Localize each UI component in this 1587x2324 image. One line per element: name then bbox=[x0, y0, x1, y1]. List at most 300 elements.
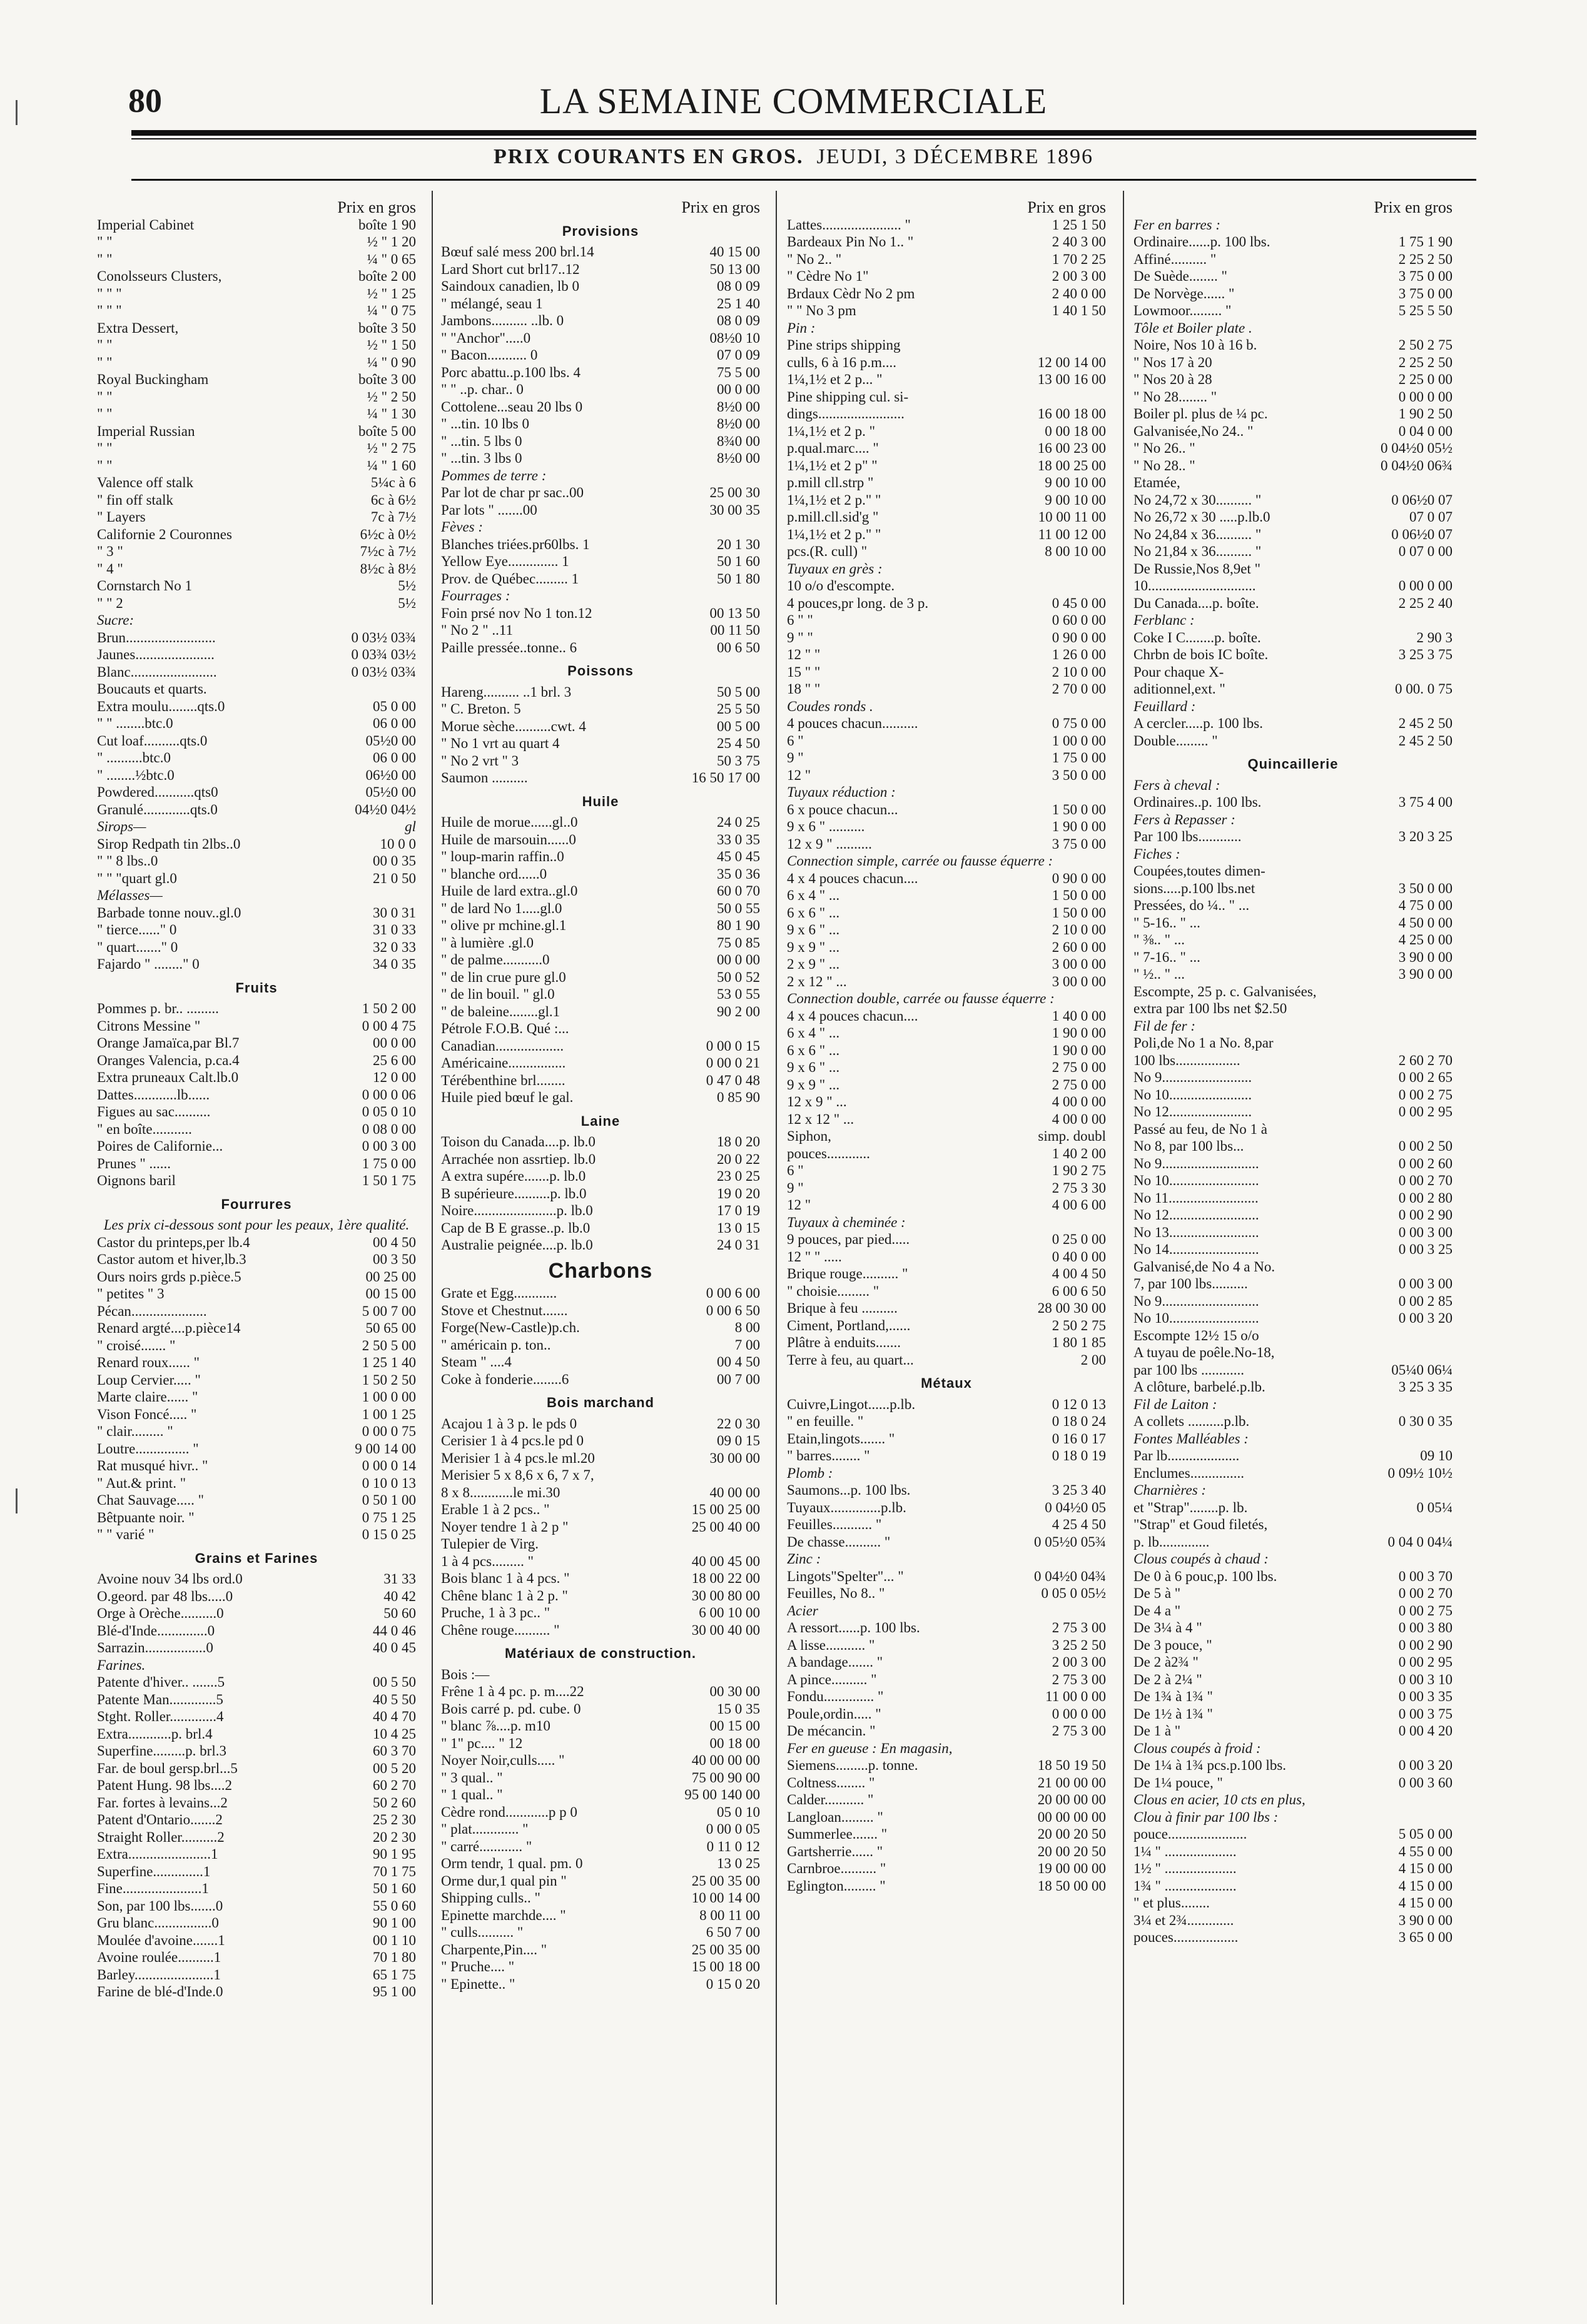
price-row bbox=[787, 1128, 1106, 1145]
item-price: 3 00 0 00 bbox=[1052, 956, 1106, 972]
item-price: 1 70 2 25 bbox=[1052, 251, 1106, 267]
item-name: No 26,72 x 30 .....p.lb.0 bbox=[1133, 509, 1270, 525]
item-price: 05½0 00 bbox=[365, 784, 416, 800]
item-name: " de lard No 1.....gl.0 bbox=[441, 900, 562, 916]
item-price: 2 50 2 75 bbox=[1398, 337, 1453, 353]
item-price: 0 05 0 10 bbox=[362, 1104, 416, 1119]
price-row bbox=[1133, 1275, 1453, 1293]
subsection-text: Feuillard : bbox=[1133, 698, 1196, 714]
item-name: " ⅜.. " ... bbox=[1133, 932, 1185, 947]
item-price: 40 42 bbox=[383, 1588, 416, 1604]
item-name: Escompte 12½ 15 o/o bbox=[1133, 1327, 1259, 1343]
item-price: 1 90 0 00 bbox=[1052, 819, 1106, 834]
price-row bbox=[97, 1932, 416, 1949]
subsection-label bbox=[1133, 698, 1453, 715]
item-name: " loup-marin raffin..0 bbox=[441, 849, 564, 864]
item-price: 25 00 35 00 bbox=[691, 1941, 760, 1958]
price-row bbox=[441, 1432, 760, 1450]
item-name: 6 x 4 " ... bbox=[787, 1025, 840, 1041]
item-name: De 1¼ à 1¾ pcs.p.100 lbs. bbox=[1133, 1757, 1287, 1773]
price-row bbox=[1133, 966, 1453, 983]
price-row bbox=[1133, 880, 1453, 897]
item-price: 0 00 6 00 bbox=[706, 1285, 760, 1301]
item-price: 44 0 46 bbox=[373, 1622, 416, 1639]
price-row bbox=[441, 951, 760, 969]
item-price: 40 4 70 bbox=[373, 1709, 416, 1724]
item-price: 2 60 2 70 bbox=[1398, 1052, 1453, 1068]
item-name: De 2 à2¾ " bbox=[1133, 1654, 1199, 1670]
item-price: 20 00 20 50 bbox=[1037, 1843, 1106, 1859]
item-name: A lisse........... " bbox=[787, 1637, 875, 1653]
price-row bbox=[1133, 1637, 1453, 1654]
price-column-2 bbox=[441, 199, 760, 1993]
price-row bbox=[1133, 1774, 1453, 1792]
price-row bbox=[97, 1897, 416, 1915]
item-price: 0 30 0 35 bbox=[1398, 1413, 1453, 1429]
item-price: 50 1 80 bbox=[717, 570, 760, 587]
item-name: Porc abattu..p.100 lbs. 4 bbox=[441, 364, 581, 380]
price-row bbox=[1133, 440, 1453, 457]
item-price bbox=[1449, 1000, 1453, 1018]
price-row bbox=[97, 1708, 416, 1725]
item-price: 20 0 22 bbox=[717, 1151, 760, 1167]
item-name: Prov. de Québec......... 1 bbox=[441, 570, 579, 587]
price-row bbox=[1133, 1206, 1453, 1224]
item-name: De mécancin. " bbox=[787, 1723, 876, 1739]
item-name: Stght. Roller.............4 bbox=[97, 1709, 224, 1724]
subsection-label bbox=[1133, 777, 1453, 794]
subsection-label bbox=[787, 852, 1106, 870]
price-row bbox=[441, 1336, 760, 1354]
item-name: Américaine................ bbox=[441, 1055, 566, 1071]
item-price bbox=[1449, 862, 1453, 880]
item-name: " " bbox=[97, 406, 113, 422]
subsection-label bbox=[787, 698, 1106, 715]
price-row bbox=[1133, 1722, 1453, 1740]
price-row bbox=[1133, 457, 1453, 475]
price-row bbox=[441, 1735, 760, 1752]
item-name: Coke I C........p. boîte. bbox=[1133, 629, 1261, 645]
item-price: 2 10 0 00 bbox=[1052, 922, 1106, 937]
item-price: 0 40 0 00 bbox=[1052, 1248, 1106, 1265]
item-name: " C. Breton. 5 bbox=[441, 701, 521, 717]
item-price: 50 13 00 bbox=[709, 261, 760, 277]
item-price: 0 18 0 19 bbox=[1052, 1448, 1106, 1463]
item-price: 0 03¾ 03½ bbox=[351, 647, 416, 662]
price-row bbox=[441, 261, 760, 278]
price-row bbox=[441, 1976, 760, 1993]
item-price: ¼ " 0 75 bbox=[367, 303, 416, 318]
item-price bbox=[1449, 983, 1453, 1001]
item-price: 60 0 70 bbox=[717, 883, 760, 899]
item-price: 3 75 0 00 bbox=[1398, 285, 1453, 301]
item-name: Coltness........ " bbox=[787, 1774, 875, 1791]
price-row bbox=[787, 1008, 1106, 1025]
price-row bbox=[1133, 388, 1453, 406]
price-row bbox=[787, 1413, 1106, 1430]
item-name: A tuyau de poêle.No-18, bbox=[1133, 1345, 1275, 1360]
price-row bbox=[97, 216, 416, 234]
item-name: Chrbn de bois IC boîte. bbox=[1133, 647, 1269, 662]
subtitle-rule bbox=[131, 179, 1476, 181]
price-row bbox=[1133, 526, 1453, 543]
item-price: 1 25 1 50 bbox=[1052, 216, 1106, 233]
item-name: " " No 3 pm bbox=[787, 303, 856, 318]
item-price: 18 00 22 00 bbox=[691, 1570, 760, 1586]
price-row bbox=[441, 1185, 760, 1203]
price-row bbox=[97, 1406, 416, 1423]
item-name: A collets ..........p.lb. bbox=[1133, 1413, 1250, 1429]
item-name: 10.............................. bbox=[1133, 578, 1256, 594]
item-name: Prunes " ...... bbox=[97, 1155, 171, 1171]
price-row bbox=[787, 251, 1106, 268]
price-row bbox=[97, 1811, 416, 1829]
item-name: 12 x 9 " .......... bbox=[787, 836, 872, 852]
price-row bbox=[787, 440, 1106, 457]
price-row bbox=[441, 866, 760, 883]
price-row bbox=[441, 1518, 760, 1536]
item-price: 90 1 00 bbox=[373, 1915, 416, 1931]
item-name: 12 " " bbox=[787, 647, 821, 662]
price-row bbox=[97, 1492, 416, 1509]
price-row bbox=[97, 1983, 416, 2001]
price-row bbox=[441, 312, 760, 330]
item-price: 4 25 4 50 bbox=[1052, 1517, 1106, 1532]
item-name: Renard roux...... " bbox=[97, 1355, 200, 1370]
price-row bbox=[441, 1236, 760, 1254]
item-name: Son, par 100 lbs.......0 bbox=[97, 1897, 223, 1914]
price-row bbox=[787, 354, 1106, 371]
item-name: 6 x pouce chacun... bbox=[787, 801, 898, 817]
item-price: 3 25 3 35 bbox=[1398, 1379, 1453, 1395]
item-price: 0 04 0 04¼ bbox=[1387, 1533, 1453, 1550]
item-price: 05 0 00 bbox=[373, 698, 416, 714]
price-row bbox=[787, 302, 1106, 320]
item-name: 9 x 6 " ... bbox=[787, 922, 840, 937]
item-name: Royal Buckingham bbox=[97, 371, 209, 387]
item-price: 06½0 00 bbox=[365, 767, 416, 783]
price-row bbox=[441, 1202, 760, 1220]
price-row bbox=[441, 1683, 760, 1700]
item-price bbox=[1449, 1344, 1453, 1362]
item-name: Barley......................1 bbox=[97, 1966, 221, 1983]
item-price: 0 75 1 25 bbox=[362, 1509, 416, 1525]
subsection-label bbox=[1133, 1482, 1453, 1499]
item-price: 7 00 bbox=[734, 1336, 760, 1353]
item-name: Pine strips shipping bbox=[787, 337, 901, 353]
item-price: 95 00 140 00 bbox=[684, 1787, 760, 1802]
price-row bbox=[1133, 1121, 1453, 1138]
price-row bbox=[1133, 474, 1453, 492]
item-name: Chêne rouge.......... " bbox=[441, 1622, 560, 1638]
price-row bbox=[441, 900, 760, 917]
price-row bbox=[1133, 914, 1453, 932]
price-row bbox=[97, 474, 416, 492]
item-price: 3 90 0 00 bbox=[1398, 949, 1453, 965]
item-name: 4 pouces chacun.......... bbox=[787, 715, 918, 731]
item-price: 5 05 0 00 bbox=[1398, 1826, 1453, 1842]
item-name: 6 x 6 " ... bbox=[787, 904, 840, 921]
item-name: Citrons Messine " bbox=[97, 1018, 201, 1034]
price-row bbox=[97, 457, 416, 475]
item-name: Bois carré p. pd. cube. 0 bbox=[441, 1700, 581, 1717]
item-price: 8 00 10 00 bbox=[1045, 543, 1106, 559]
price-column-4 bbox=[1133, 199, 1453, 1946]
subsection-text: Tuyaux réduction : bbox=[787, 784, 896, 800]
price-row bbox=[97, 1526, 416, 1543]
item-price: 24 0 25 bbox=[717, 814, 760, 830]
item-name: 18 " " bbox=[787, 681, 821, 697]
price-row bbox=[441, 1151, 760, 1168]
item-name: Affiné.......... " bbox=[1133, 251, 1217, 267]
item-price: 70 1 75 bbox=[373, 1863, 416, 1879]
item-name: Galvanisée,No 24.. " bbox=[1133, 423, 1254, 439]
item-name: Double......... " bbox=[1133, 732, 1218, 749]
page-number: 80 bbox=[128, 82, 162, 119]
price-row bbox=[787, 233, 1106, 251]
price-row bbox=[97, 371, 416, 388]
item-name: Marte claire...... " bbox=[97, 1389, 198, 1405]
item-price: 3 50 0 00 bbox=[1398, 880, 1453, 896]
item-name: " " bbox=[97, 251, 113, 267]
price-row bbox=[97, 1457, 416, 1475]
price-row bbox=[787, 595, 1106, 612]
item-price: 0 00 3 00 bbox=[1398, 1276, 1453, 1291]
item-price: 3 25 3 40 bbox=[1052, 1482, 1106, 1498]
item-name: B supérieure..........p. lb.0 bbox=[441, 1185, 587, 1201]
item-name: Pruche, 1 à 3 pc.. " bbox=[441, 1605, 550, 1620]
price-row bbox=[441, 1855, 760, 1872]
price-row bbox=[97, 1354, 416, 1372]
item-name: Pécan..................... bbox=[97, 1303, 207, 1319]
column-divider bbox=[432, 191, 433, 2305]
item-price: 12 0 00 bbox=[373, 1069, 416, 1085]
item-name: Saumon .......... bbox=[441, 770, 528, 786]
price-row bbox=[441, 243, 760, 261]
item-price: 00 5 50 bbox=[373, 1674, 416, 1690]
item-name: Californie 2 Couronnes bbox=[97, 526, 232, 542]
price-row bbox=[1133, 1224, 1453, 1241]
item-name: " " " bbox=[97, 303, 122, 318]
price-row bbox=[441, 450, 760, 467]
item-price: 3 75 0 00 bbox=[1052, 836, 1106, 852]
price-row bbox=[97, 1914, 416, 1932]
item-price bbox=[1102, 577, 1106, 595]
item-price: 0 00 0 00 bbox=[1398, 578, 1453, 594]
item-price: 08 0 09 bbox=[717, 278, 760, 294]
item-name: Castor autom et hiver,lb.3 bbox=[97, 1251, 246, 1267]
item-price: 18 50 19 50 bbox=[1037, 1757, 1106, 1773]
price-row bbox=[441, 1054, 760, 1072]
item-price: 65 1 75 bbox=[373, 1966, 416, 1983]
item-price: 2 60 0 00 bbox=[1052, 939, 1106, 955]
item-name: Figues au sac.......... bbox=[97, 1104, 211, 1119]
item-name: " ½.. " ... bbox=[1133, 966, 1185, 982]
item-price: 0 04½0 06¾ bbox=[1381, 457, 1453, 473]
price-row bbox=[441, 1700, 760, 1718]
item-price: 0 90 0 00 bbox=[1052, 870, 1106, 886]
item-price bbox=[756, 1020, 760, 1038]
subsection-label bbox=[787, 320, 1106, 337]
price-row bbox=[787, 1196, 1106, 1214]
price-row bbox=[1133, 1086, 1453, 1104]
item-price: 24 0 31 bbox=[717, 1237, 760, 1253]
item-name: dings........................ bbox=[787, 406, 905, 422]
price-row bbox=[787, 629, 1106, 647]
item-name: Renard argté....p.pièce14 bbox=[97, 1320, 241, 1336]
item-price: 7c à 7½ bbox=[370, 509, 416, 525]
item-price: 0 04½0 05 bbox=[1045, 1499, 1106, 1515]
item-price: 0 00 0 75 bbox=[362, 1423, 416, 1439]
price-row bbox=[787, 423, 1106, 440]
item-price: 0 00 3 20 bbox=[1398, 1757, 1453, 1773]
item-name: " Layers bbox=[97, 509, 146, 525]
item-name: No 10......................... bbox=[1133, 1173, 1259, 1188]
item-name: Merisier 5 x 8,6 x 6, 7 x 7, bbox=[441, 1467, 594, 1483]
price-row bbox=[441, 1168, 760, 1185]
item-price: 09 10 bbox=[1420, 1448, 1453, 1463]
price-row bbox=[1133, 897, 1453, 914]
price-row bbox=[1133, 1155, 1453, 1173]
item-price: ¼ " 1 60 bbox=[367, 457, 416, 473]
item-price: 00 25 00 bbox=[365, 1268, 416, 1285]
price-row bbox=[787, 1516, 1106, 1533]
item-name: Arrachée non assrtiep. lb.0 bbox=[441, 1151, 596, 1167]
item-name: Sarrazin.................0 bbox=[97, 1640, 213, 1655]
item-price: 23 0 25 bbox=[717, 1168, 760, 1184]
item-price: 0 00 2 95 bbox=[1398, 1654, 1453, 1670]
item-name: 9 " bbox=[787, 750, 804, 765]
item-price: 25 00 30 bbox=[709, 485, 760, 500]
item-price: 1 40 2 00 bbox=[1052, 1145, 1106, 1161]
item-name: Poule,ordin..... " bbox=[787, 1705, 881, 1722]
price-row bbox=[97, 1034, 416, 1052]
item-name: 1¾ " .................... bbox=[1133, 1877, 1237, 1894]
item-name: " No 28.. " bbox=[1133, 457, 1195, 473]
price-row bbox=[97, 870, 416, 887]
price-row bbox=[441, 1821, 760, 1838]
item-name: Orm tendr, 1 qual. pm. 0 bbox=[441, 1856, 583, 1871]
price-row bbox=[1133, 371, 1453, 388]
price-row bbox=[97, 1622, 416, 1640]
item-price: 1 90 0 00 bbox=[1052, 1042, 1106, 1058]
price-row bbox=[787, 1877, 1106, 1895]
price-row bbox=[1133, 423, 1453, 440]
item-name: Coke à fonderie........6 bbox=[441, 1371, 569, 1387]
item-price: 8½c à 8½ bbox=[360, 560, 416, 577]
item-price: 00 7 00 bbox=[717, 1371, 760, 1387]
item-name: Orange Jamaïca,par Bl.7 bbox=[97, 1035, 240, 1051]
item-name: Epinette marchde.... " bbox=[441, 1907, 566, 1923]
item-price: 60 2 70 bbox=[373, 1777, 416, 1793]
item-price: 00 4 50 bbox=[717, 1354, 760, 1370]
item-price: 8¾0 00 bbox=[717, 433, 760, 449]
price-row bbox=[441, 1467, 760, 1484]
price-row bbox=[1133, 1826, 1453, 1843]
price-row bbox=[441, 1020, 760, 1038]
item-name: De Russie,Nos 8,9et " bbox=[1133, 560, 1260, 577]
price-row bbox=[787, 1774, 1106, 1792]
subsection-label bbox=[1133, 1396, 1453, 1413]
price-row bbox=[1133, 1310, 1453, 1327]
section-heading: Bois marchand bbox=[547, 1395, 654, 1410]
item-name: " Aut.& print. " bbox=[97, 1475, 186, 1491]
price-row bbox=[97, 285, 416, 303]
item-price: 53 0 55 bbox=[717, 986, 760, 1002]
section-heading: Quincaillerie bbox=[1247, 756, 1339, 772]
item-name: Orme dur,1 qual pin " bbox=[441, 1872, 567, 1889]
subsection-label bbox=[787, 784, 1106, 801]
item-price: boîte 5 00 bbox=[358, 423, 416, 439]
price-row bbox=[787, 216, 1106, 234]
item-price: 2 50 5 00 bbox=[362, 1337, 416, 1353]
price-row bbox=[441, 1371, 760, 1388]
item-price: 2 75 3 30 bbox=[1052, 1180, 1106, 1196]
price-row bbox=[787, 388, 1106, 406]
item-name: " " ..p. char.. 0 bbox=[441, 381, 524, 397]
item-name: " blanche ord......0 bbox=[441, 866, 547, 882]
subsection-text: Fers à Repasser : bbox=[1133, 811, 1235, 827]
item-price bbox=[1449, 1327, 1453, 1345]
item-name: " 3 " bbox=[97, 543, 123, 559]
item-name: " 1 qual.. " bbox=[441, 1787, 503, 1802]
item-name: Cut loaf..........qts.0 bbox=[97, 732, 208, 749]
price-row bbox=[787, 1757, 1106, 1774]
price-row bbox=[97, 784, 416, 801]
item-name: " de baleine........gl.1 bbox=[441, 1003, 560, 1019]
price-row bbox=[1133, 1190, 1453, 1207]
item-name: 9 " " bbox=[787, 629, 813, 645]
item-name: Castor du printeps,per lb.4 bbox=[97, 1234, 250, 1250]
section-heading: Laine bbox=[581, 1113, 621, 1129]
item-price: 0 00 2 50 bbox=[1398, 1138, 1453, 1154]
item-name: Bois blanc 1 à 4 pcs. " bbox=[441, 1570, 570, 1586]
price-row bbox=[97, 1251, 416, 1268]
item-name: Farine de blé-d'Inde.0 bbox=[97, 1984, 223, 1999]
price-row bbox=[97, 1509, 416, 1527]
subsection-label bbox=[787, 990, 1106, 1008]
item-name: Extra pruneaux Calt.lb.0 bbox=[97, 1069, 239, 1085]
item-price: 10 00 14 00 bbox=[691, 1890, 760, 1906]
item-price: 1 75 0 00 bbox=[1052, 750, 1106, 765]
price-row bbox=[787, 1283, 1106, 1300]
price-row bbox=[787, 1568, 1106, 1585]
item-price: 2 25 2 40 bbox=[1398, 595, 1453, 611]
item-name: par 100 lbs ............ bbox=[1133, 1362, 1244, 1378]
item-name: A extra supére.......p. lb.0 bbox=[441, 1168, 586, 1184]
price-row bbox=[97, 1155, 416, 1173]
price-row bbox=[97, 560, 416, 578]
item-name: p.qual.marc.... " bbox=[787, 440, 879, 456]
item-name: " plat............. " bbox=[441, 1821, 529, 1837]
item-name: 10 o/o d'escompte. bbox=[787, 578, 895, 594]
item-name: Loutre............... " bbox=[97, 1440, 199, 1457]
price-row bbox=[441, 986, 760, 1003]
item-name: De 1 à " bbox=[1133, 1723, 1181, 1739]
price-row bbox=[1133, 354, 1453, 371]
item-name: Ordinaires..p. 100 lbs. bbox=[1133, 794, 1262, 810]
item-price: 4 15 0 00 bbox=[1398, 1861, 1453, 1876]
price-row bbox=[787, 336, 1106, 354]
item-name: Ciment, Portland,...... bbox=[787, 1317, 911, 1333]
item-price: 18 50 00 00 bbox=[1037, 1877, 1106, 1894]
subsection-label bbox=[787, 1602, 1106, 1620]
item-name: pouce...................... bbox=[1133, 1826, 1247, 1842]
item-price: 4 00 0 00 bbox=[1052, 1111, 1106, 1127]
item-name: De 3¼ à 4 " bbox=[1133, 1620, 1202, 1635]
item-price: 00 18 00 bbox=[709, 1735, 760, 1751]
item-price: 13 0 25 bbox=[717, 1856, 760, 1871]
